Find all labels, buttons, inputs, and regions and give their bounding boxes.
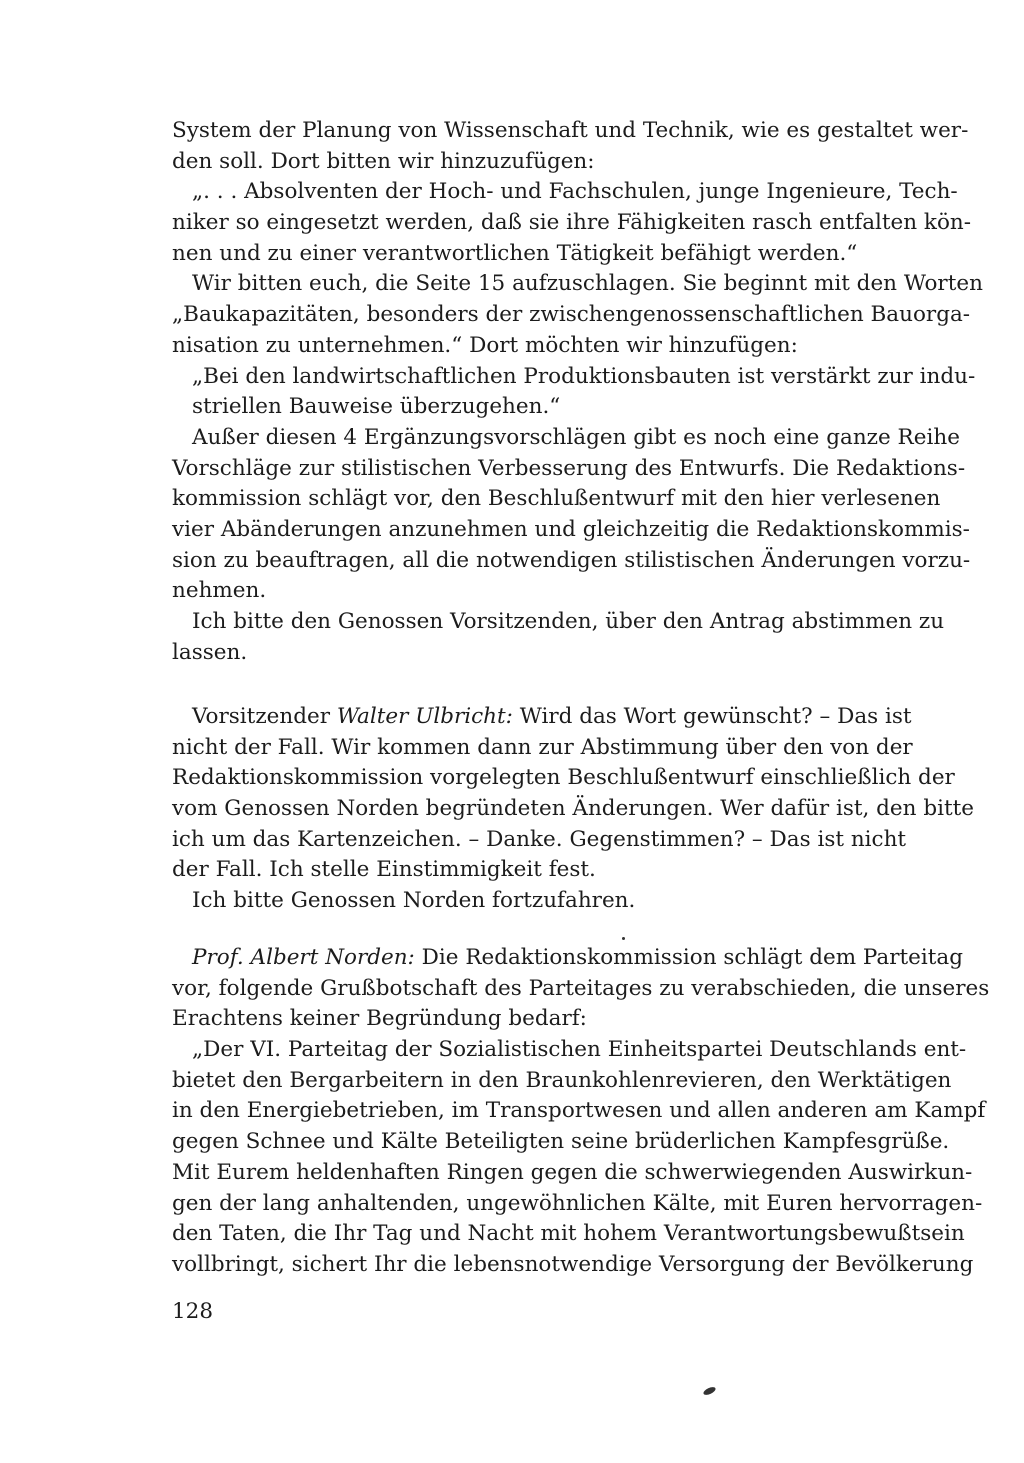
text-line: in den Energiebetrieben, im Transportwesen und allen anderen am Kampf [172,1098,986,1124]
scan-speck [622,937,625,940]
text-line: „Der VI. Parteitag der Sozialistischen Einheitspartei Deutschlands ent- [192,1037,967,1063]
text-line: System der Planung von Wissenschaft und Technik, wie es gestaltet wer- [172,118,969,143]
text-line: den soll. Dort bitten wir hinzuzufügen: [172,148,595,174]
text-line: den Taten, die Ihr Tag und Nacht mit hohem Verantwortungsbewußtsein [172,1221,965,1247]
speech-text: Wird das Wort gewünscht? – Das ist [512,704,912,729]
text-line: Außer diesen 4 Ergänzungsvorschlägen gibt es noch eine ganze Reihe [192,424,960,450]
text-line: nisation zu unternehmen.“ Dort möchten wir hinzufügen: [172,332,798,358]
text-line: nehmen. [172,578,267,604]
text-line: kommission schlägt vor, den Beschlußentwurf mit den hier verlesenen [172,486,941,512]
paragraph-group-redaktionskommission [172,116,983,668]
text-line: Redaktionskommission vorgelegten Beschlußentwurf einschließlich der [172,765,955,791]
text-line: ich um das Kartenzeichen. – Danke. Gegenstimmen? – Das ist nicht [172,826,907,852]
speaker-name: Walter Ulbricht: [336,704,513,729]
speaker-name: Prof. Albert Norden: [192,945,415,970]
text-line: Mit Eurem heldenhaften Ringen gegen die schwerwiegenden Auswirkun- [172,1159,973,1185]
text-line: niker so eingesetzt werden, daß sie ihre Fähigkeiten rasch entfalten kön- [172,210,972,236]
text-line: vollbringt, sichert Ihr die lebensnotwendige Versorgung der Bevölkerung [172,1251,974,1277]
text-line: „. . . Absolventen der Hoch- und Fachschulen, junge Ingenieure, Tech- [192,179,958,205]
text-line: sion zu beauftragen, all die notwendigen stilistischen Änderungen vorzu- [172,547,971,573]
text-line: vier Abänderungen anzunehmen und gleichzeitig die Redaktionskommis- [172,516,970,542]
page-number: 128 [172,1299,214,1324]
speech-text: Die Redaktionskommission schlägt dem Parteitag [414,945,963,970]
paragraph-group-norden [172,943,990,1281]
text-line: „Baukapazitäten, besonders der zwischengenossenschaftlichen Bauorga- [172,302,971,328]
text-line: vom Genossen Norden begründeten Änderungen. Wer dafür ist, den bitte [172,796,974,822]
text-line: nicht der Fall. Wir kommen dann zur Abstimmung über den von der [172,734,913,760]
text-line: Wir bitten euch, die Seite 15 aufzuschlagen. Sie beginnt mit den Worten [192,271,983,297]
text-line: Erachtens keiner Begründung bedarf: [172,1006,587,1032]
paragraph-group-ulbricht [172,702,974,917]
text-line: bietet den Bergarbeitern in den Braunkohlenrevieren, den Werktätigen [172,1067,952,1093]
text-line: Ich bitte den Genossen Vorsitzenden, über den Antrag abstimmen zu [192,609,945,634]
speaker-title: Vorsitzender [192,704,337,729]
text-line: „Bei den landwirtschaftlichen Produktionsbauten ist verstärkt zur indu- [192,363,976,389]
text-line: der Fall. Ich stelle Einstimmigkeit fest. [172,857,596,883]
text-line: Ich bitte Genossen Norden fortzufahren. [192,888,636,914]
text-line: Vorschläge zur stilistischen Verbesserung des Entwurfs. Die Redaktions- [172,455,966,481]
text-line [172,943,963,974]
text-line: nen und zu einer verantwortlichen Tätigkeit befähigt werden.“ [172,240,858,266]
text-line: lassen. [172,639,248,665]
text-line: striellen Bauweise überzugehen.“ [192,394,561,420]
text-line [172,702,912,733]
text-line: gegen Schnee und Kälte Beteiligten seine brüderlichen Kampfesgrüße. [172,1129,950,1155]
text-line: gen der lang anhaltenden, ungewöhnlichen Kälte, mit Euren hervorragen- [172,1190,983,1216]
scan-speck [702,1386,716,1397]
text-line: vor, folgende Grußbotschaft des Parteitages zu verabschieden, die unseres [172,975,990,1001]
